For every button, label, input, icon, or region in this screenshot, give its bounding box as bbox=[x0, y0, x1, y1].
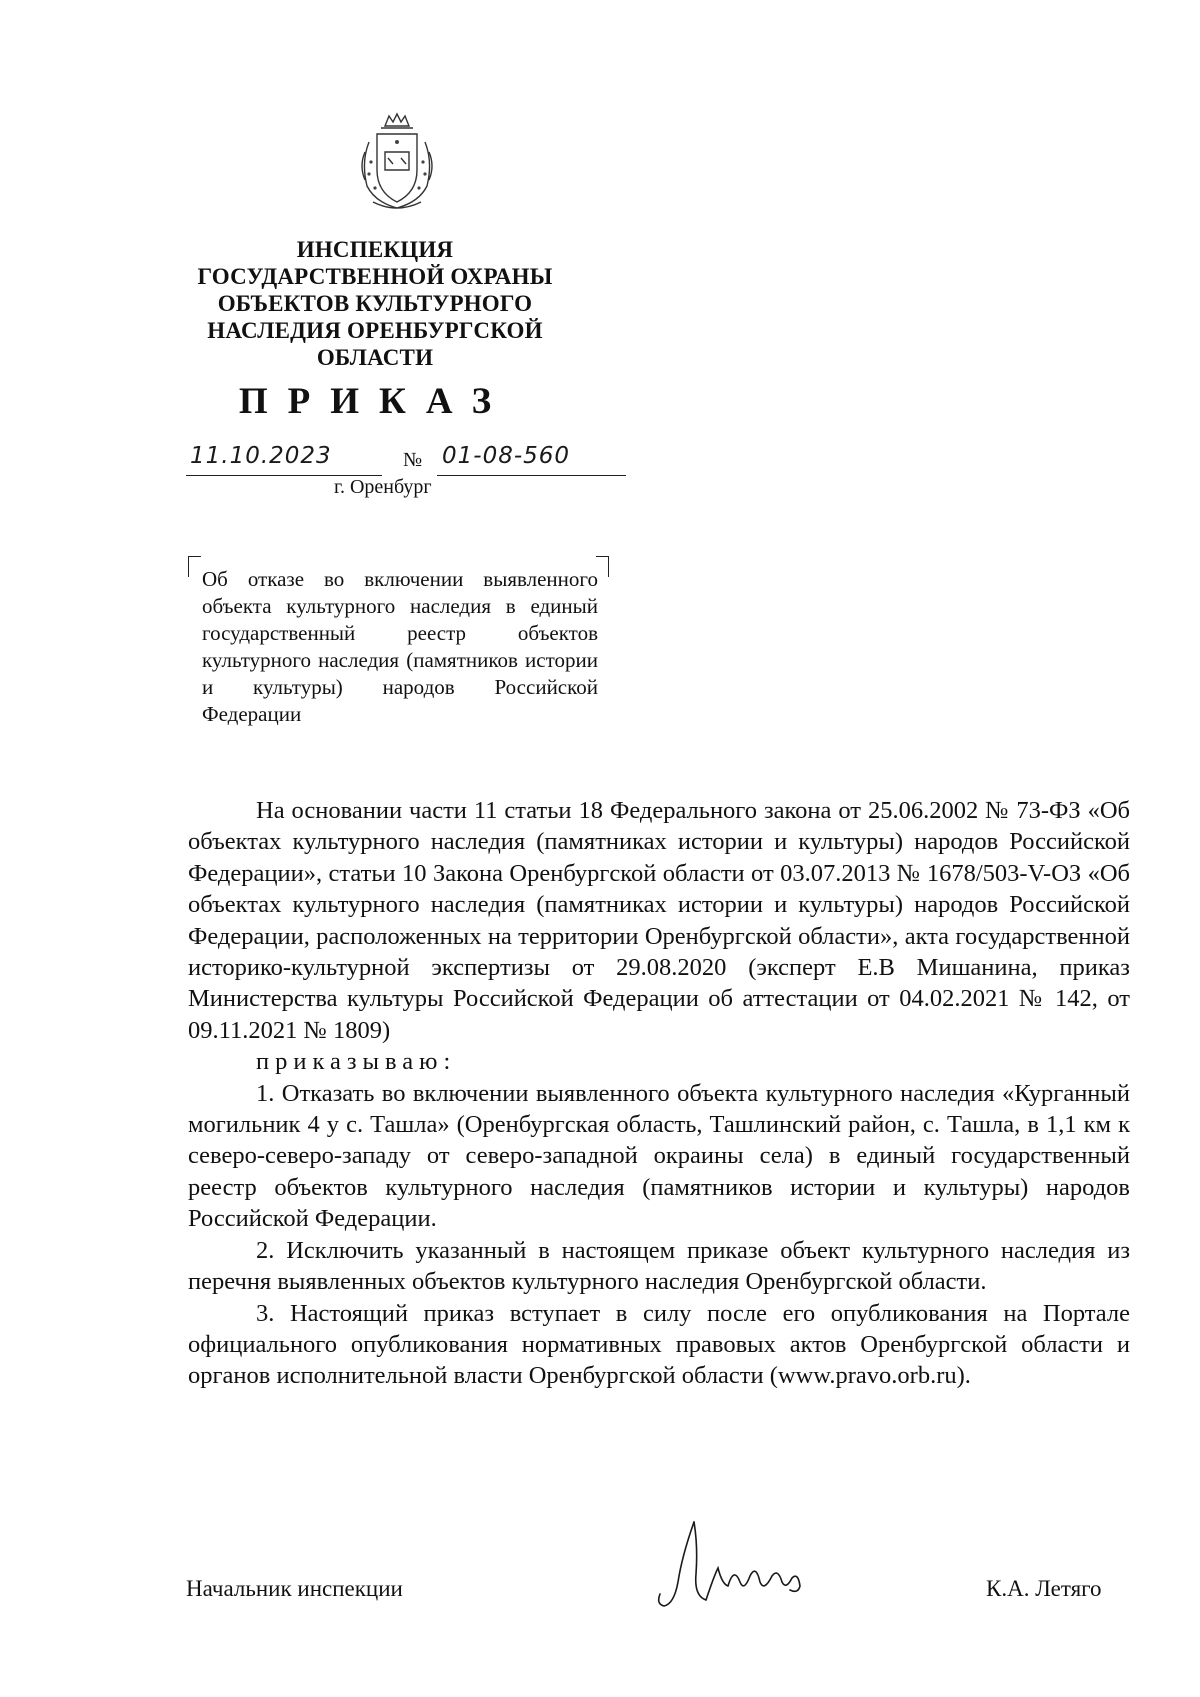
order-item-3: 3. Настоящий приказ вступает в силу после его опубликования на Портале официального опубликования нормативных правовых актов Оренбургской области и органов исполнительной власти Оренбургской области (www.pravo.orb.ru). bbox=[188, 1299, 1130, 1390]
order-word: приказываю: bbox=[256, 1048, 457, 1076]
number-sign: № bbox=[403, 449, 423, 471]
org-line: ГОСУДАРСТВЕННОЙ ОХРАНЫ bbox=[197, 264, 553, 289]
order-body bbox=[188, 795, 1130, 1392]
org-line: ОБЛАСТИ bbox=[316, 345, 434, 370]
document-type-title: ПРИКАЗ bbox=[238, 381, 512, 422]
order-item-2: 2. Исключить указанный в настоящем приказе объект культурного наследия из перечня выявленных объектов культурного наследия Оренбургской области. bbox=[188, 1236, 1130, 1296]
org-line: НАСЛЕДИЯ ОРЕНБУРГСКОЙ bbox=[207, 318, 543, 343]
organization-name bbox=[160, 236, 590, 371]
org-line: ОБЪЕКТОВ КУЛЬТУРНОГО bbox=[217, 291, 533, 316]
subject-bracket-left bbox=[188, 556, 201, 577]
org-line: ИНСПЕКЦИЯ bbox=[296, 237, 454, 262]
signer-position: Начальник инспекции bbox=[186, 1576, 403, 1601]
order-number: 01-08-560 bbox=[442, 443, 571, 469]
coat-of-arms-emblem bbox=[355, 112, 439, 214]
order-subject: Об отказе во включении выявленного объекта культурного наследия в единый государственный реестр объектов культурного наследия (памятников истории и культуры) народов Российской Федерации bbox=[202, 567, 598, 726]
order-date: 11.10.2023 bbox=[190, 443, 332, 469]
handwritten-signature bbox=[652, 1516, 832, 1612]
city: г. Оренбург bbox=[334, 476, 432, 498]
signer-name: К.А. Летяго bbox=[986, 1576, 1102, 1601]
legal-basis-paragraph: На основании части 11 статьи 18 Федерального закона от 25.06.2002 № 73-ФЗ «Об объектах культурного наследия (памятниках истории и культуры) народов Российской Федерации», статьи 10 Закона Оренбургской области от 03.07.2013 № 1678/503-V-ОЗ «Об объектах культурного наследия (памятниках истории и культуры) народов Российской Федерации, расположенных на территории Оренбургской области», акта государственной историко-культурной экспертизы от 29.08.2020 (эксперт Е.В Мишанина, приказ Министерства культуры Российской Федерации об аттестации от 04.02.2021 № 142, от 09.11.2021 № 1809) bbox=[188, 797, 1130, 1044]
order-item-1: 1. Отказать во включении выявленного объекта культурного наследия «Курганный могильник 4 у с. Ташла» (Оренбургская область, Ташлинский район, с. Ташла, в 1,1 км к северо-северо-западу от северо-западной окраины села) в единый государственный реестр объектов культурного наследия (памятников истории и культуры) народов Российской Федерации. bbox=[188, 1079, 1130, 1233]
